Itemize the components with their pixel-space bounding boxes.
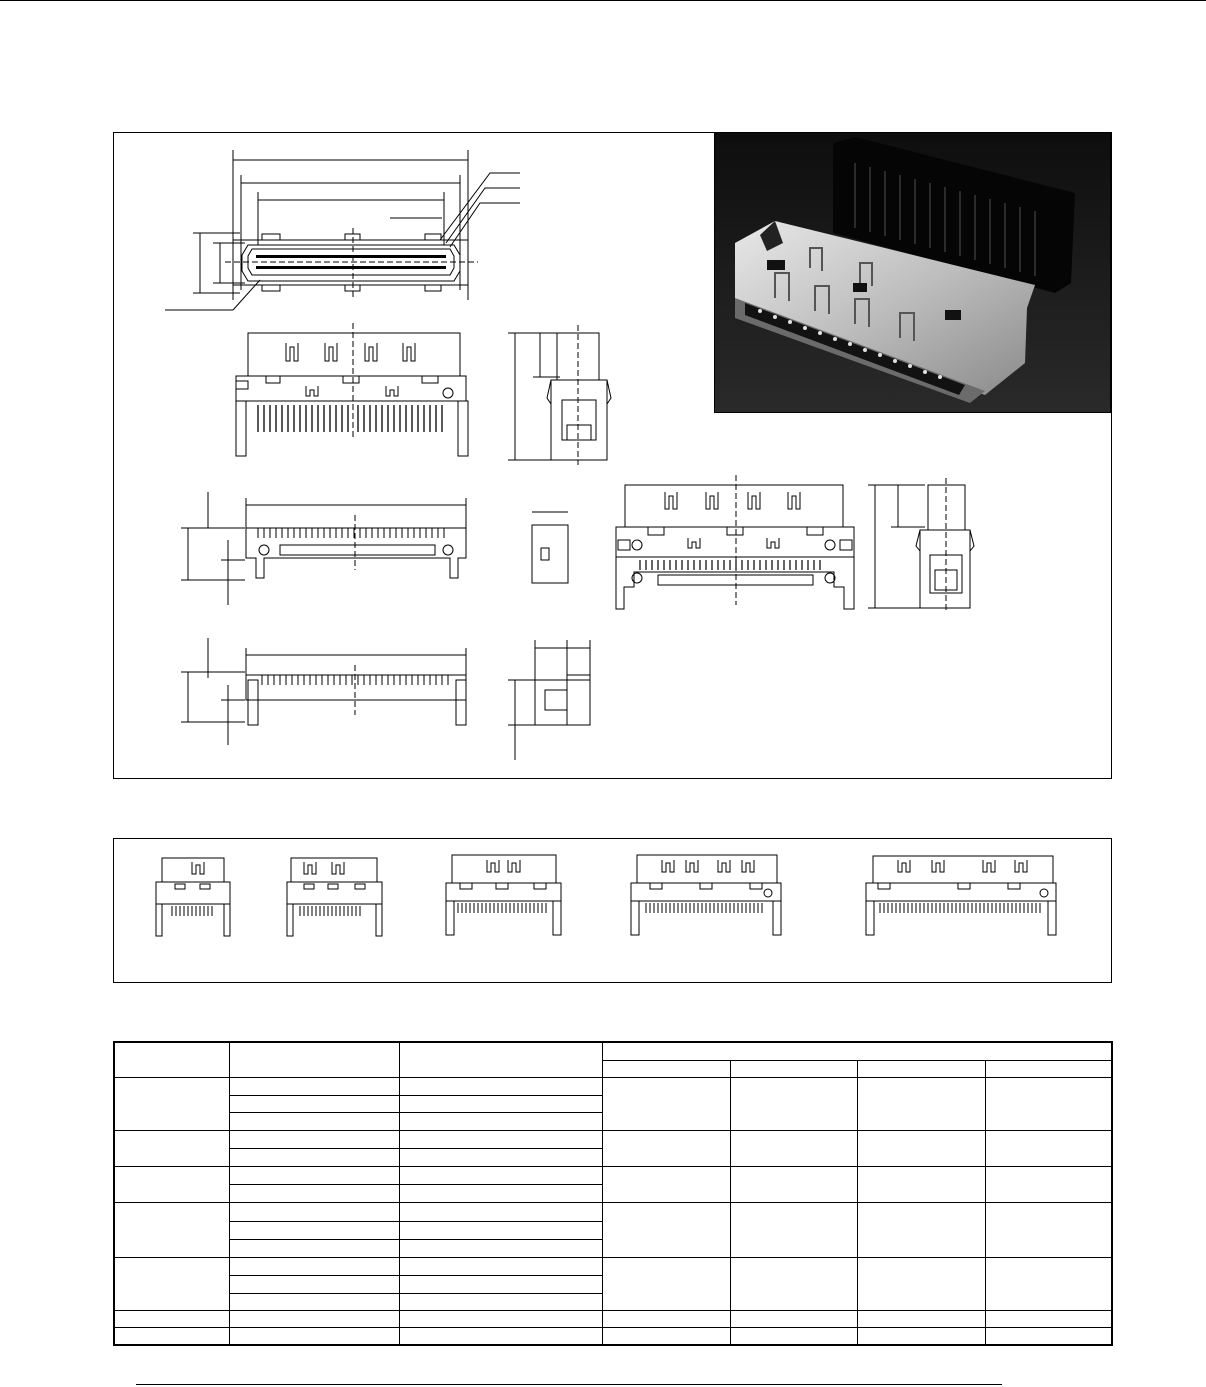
footer-rule <box>136 1384 1002 1385</box>
header-cell <box>399 1042 602 1077</box>
header-cell <box>602 1042 1112 1060</box>
table-row <box>114 1328 1112 1345</box>
table-row <box>114 1203 1112 1221</box>
table-row <box>114 1077 1112 1095</box>
variants-drawing <box>0 840 1206 1000</box>
header-cell <box>229 1042 399 1077</box>
table-row <box>114 1257 1112 1275</box>
header-cell <box>985 1060 1112 1077</box>
table-row <box>114 1131 1112 1149</box>
header-cell <box>602 1060 730 1077</box>
table-row <box>114 1167 1112 1185</box>
spec-table <box>113 1041 1113 1346</box>
header-cell <box>730 1060 857 1077</box>
header-cell <box>114 1042 229 1077</box>
table-row <box>114 1311 1112 1328</box>
header-cell <box>857 1060 985 1077</box>
